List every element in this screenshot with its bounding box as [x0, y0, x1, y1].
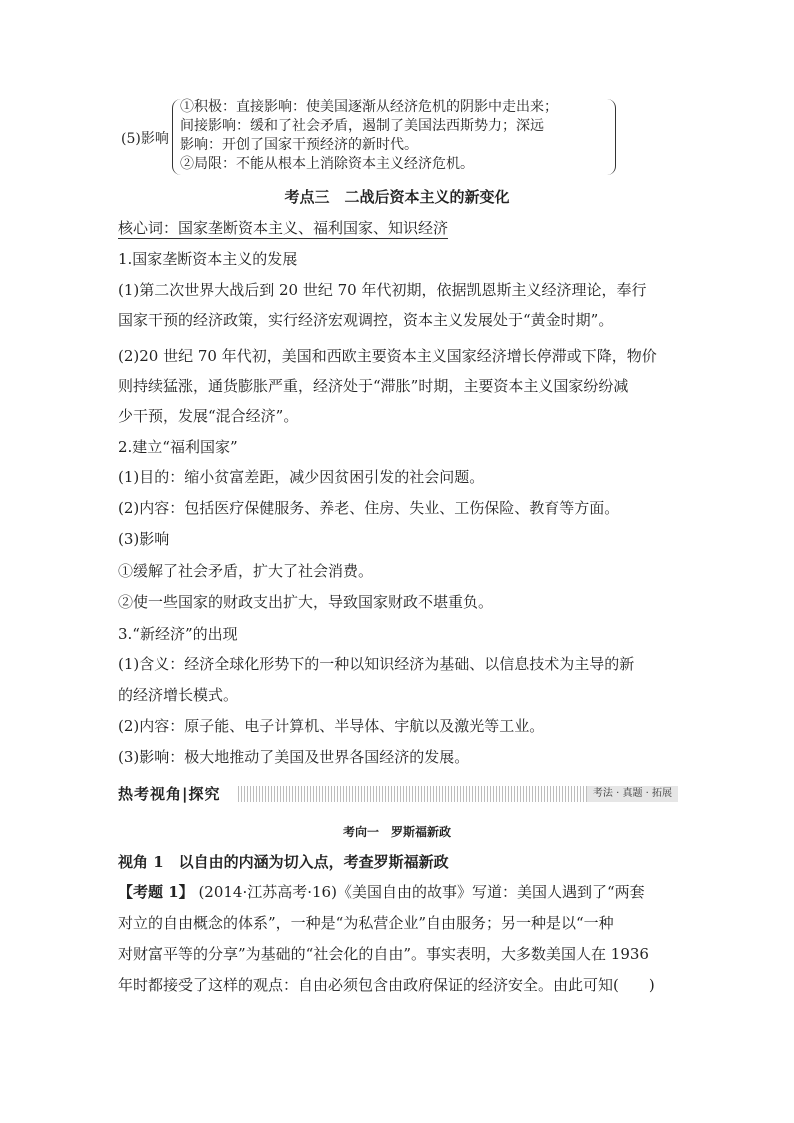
paragraph-line: 国家干预的经济政策，实行经济宏观调控，资本主义发展处于“黄金时期”。: [118, 311, 614, 329]
paragraph-line: (1)含义：经济全球化形势下的一种以知识经济为基础、以信息技术为主导的新: [118, 655, 635, 673]
paragraph-line: ①缓解了社会矛盾，扩大了社会消费。: [118, 562, 374, 580]
heading-3: 3.“新经济”的出现: [118, 625, 238, 643]
paragraph-line: (3)影响: [118, 530, 170, 548]
banner-tags: 考法 · 真题 · 拓展: [587, 786, 678, 802]
banner-title: 热考视角|探究: [118, 785, 221, 803]
question-line-4: 年时都接受了这样的观点：自由必须包含由政府保证的经济安全。由此可知( ): [118, 976, 655, 994]
section-title: 考点三 二战后资本主义的新变化: [284, 188, 510, 206]
paragraph-line: 的经济增长模式。: [118, 686, 239, 704]
question-line-3: 对财富平等的分享”为基础的“社会化的自由”。事实表明，大多数美国人在 1936: [118, 945, 649, 963]
paragraph-line: ②使一些国家的财政支出扩大，导致国家财政不堪重负。: [118, 593, 494, 611]
question-tag: 【考题 1】: [118, 883, 194, 901]
heading-1: 1.国家垄断资本主义的发展: [118, 250, 298, 268]
impact-line-3: 影响：开创了国家干预经济的新时代。: [180, 137, 418, 153]
paragraph-line: (3)影响：极大地推动了美国及世界各国经济的发展。: [118, 748, 470, 766]
heading-2: 2.建立“福利国家”: [118, 438, 238, 456]
paragraph-line: (1)目的：缩小贫富差距，减少因贫困引发的社会问题。: [118, 468, 485, 486]
question-line-1: [118, 882, 678, 902]
impact-label: (5)影响: [121, 131, 169, 147]
paragraph-line: (1)第二次世界大战后到 20 世纪 70 年代初期，依据凯恩斯主义经济理论，奉行: [118, 281, 647, 299]
direction-title: 考向一 罗斯福新政: [342, 825, 451, 839]
paragraph-line: (2)20 世纪 70 年代初，美国和西欧主要资本主义国家经济增长停滞或下降，物价: [118, 347, 657, 365]
section-banner: [118, 784, 678, 804]
view-title: 视角 1 以自由的内涵为切入点，考查罗斯福新政: [118, 853, 449, 871]
paragraph-line: (2)内容：包括医疗保健服务、养老、住房、失业、工伤保险、教育等方面。: [118, 499, 620, 517]
impact-line-4: ②局限：不能从根本上消除资本主义经济危机。: [180, 156, 474, 172]
paragraph-line: 少干预，发展“混合经济”。: [118, 407, 299, 425]
paragraph-line: 则持续猛涨，通货膨胀严重，经济处于“滞胀”时期，主要资本主义国家纷纷减: [118, 377, 629, 395]
paragraph-line: (2)内容：原子能、电子计算机、半导体、宇航以及激光等工业。: [118, 717, 545, 735]
question-text: (2014·江苏高考·16)《美国自由的故事》写道：美国人遇到了“两套: [198, 883, 645, 901]
core-words: 核心词：国家垄断资本主义、福利国家、知识经济: [118, 219, 449, 237]
impact-line-2: 间接影响：缓和了社会矛盾，遏制了美国法西斯势力；深远: [180, 118, 544, 134]
impact-line-1: ①积极：直接影响：使美国逐渐从经济危机的阴影中走出来；: [180, 99, 558, 115]
question-line-2: 对立的自由概念的体系”，一种是“为私营企业”自由服务；另一种是以“一种: [118, 914, 614, 932]
